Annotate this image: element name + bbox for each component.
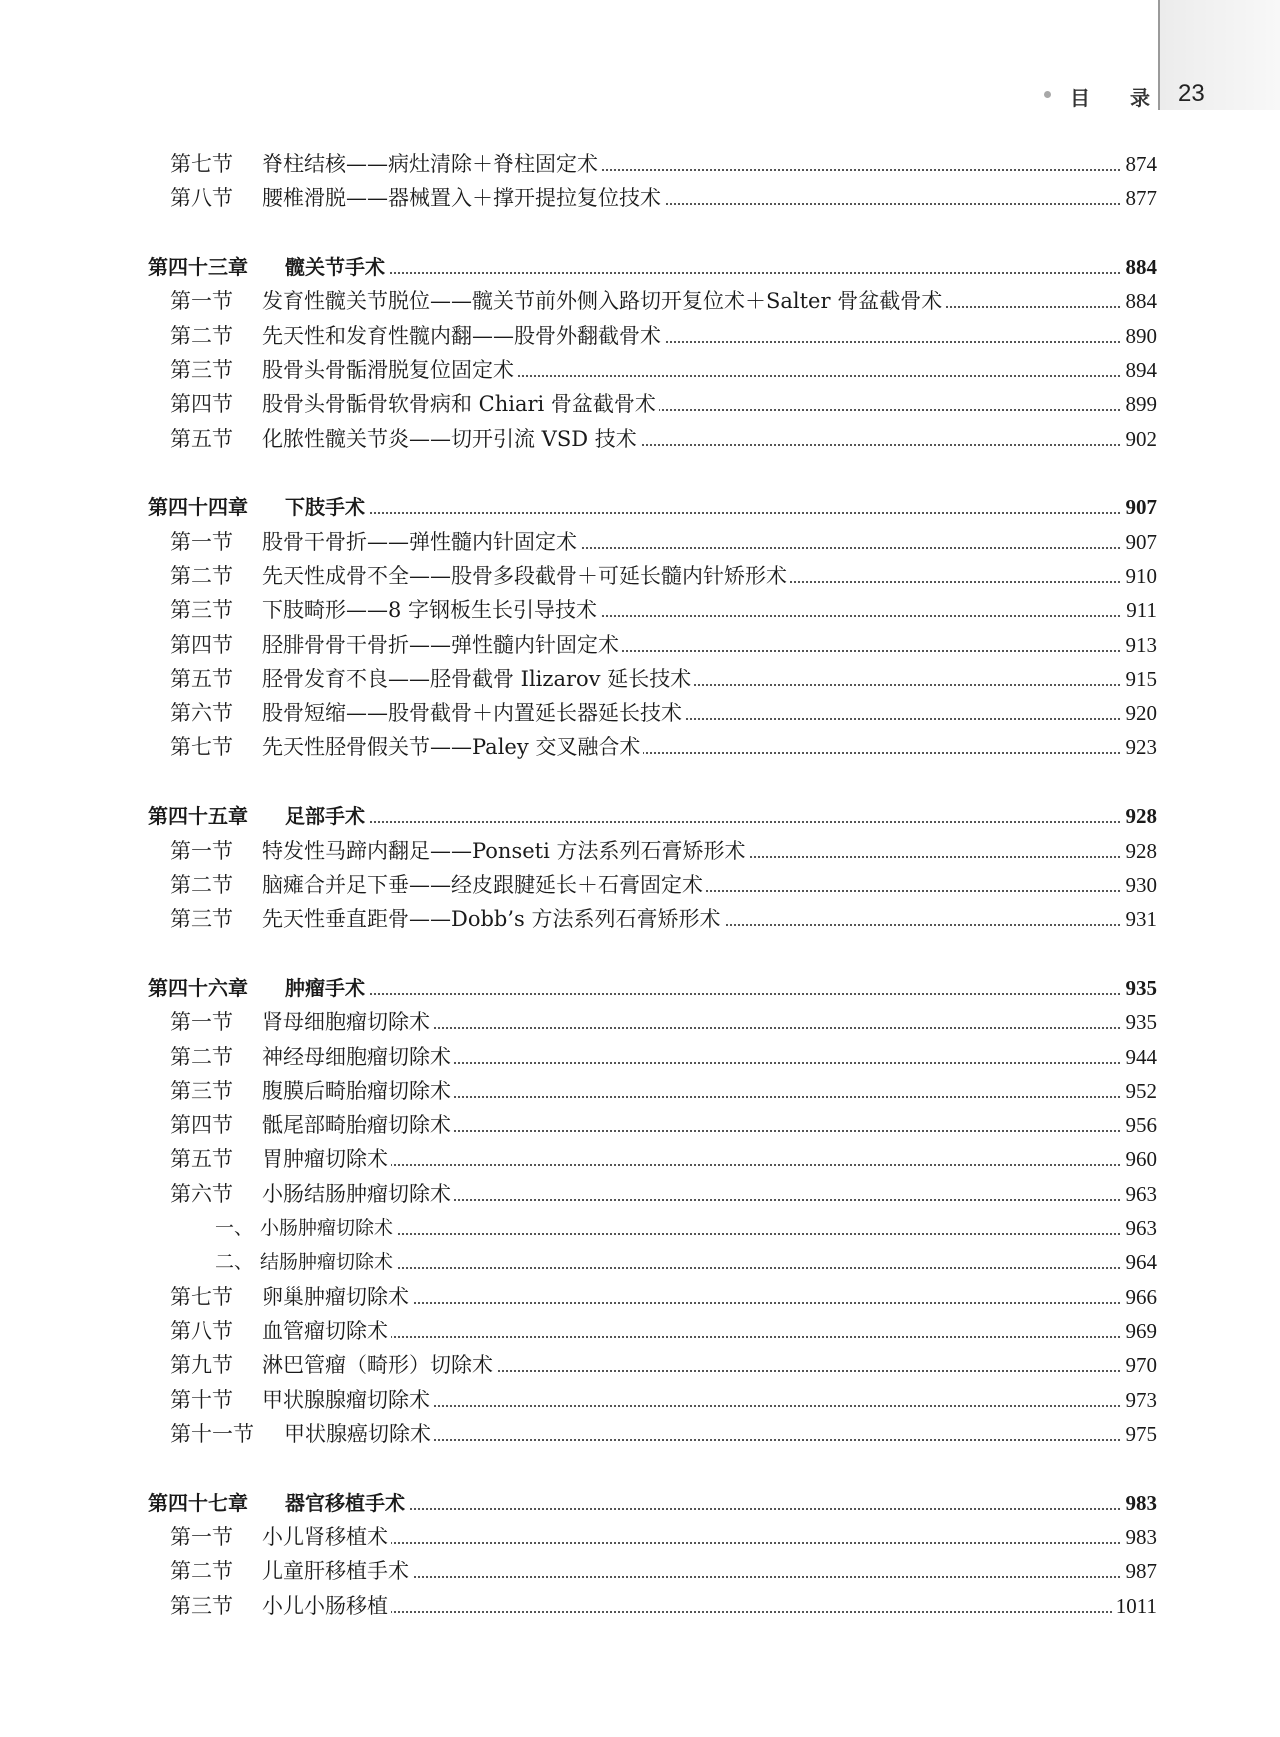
toc-entry-page: 928	[1123, 834, 1158, 868]
toc-entry-label: 第五节	[170, 427, 233, 451]
dot-leader	[290, 1508, 1120, 1510]
toc-entry-title: 胃肿瘤切除术	[262, 1142, 391, 1176]
toc-chapter-row[interactable]	[0, 490, 1280, 524]
toc-section-row[interactable]	[0, 696, 1280, 730]
toc-entry-page: 931	[1123, 902, 1158, 936]
toc-section-row[interactable]	[0, 319, 1280, 353]
toc-entry-label: 第三节	[170, 358, 233, 382]
toc-entry-label: 第四十四章	[148, 495, 248, 519]
toc-entry-label: 二、	[215, 1251, 254, 1273]
toc-entry-label: 第四十三章	[148, 255, 248, 279]
toc-section-row[interactable]	[0, 1177, 1280, 1211]
toc-entry-title: 胫腓骨骨干骨折——弹性髓内针固定术	[262, 628, 622, 662]
toc-entry-label: 第八节	[170, 1319, 233, 1343]
toc-entry-page: 899	[1123, 387, 1158, 421]
toc-entry-label: 第六节	[170, 1182, 233, 1206]
toc-entry-label: 第一节	[170, 289, 233, 313]
toc-entry-page: 944	[1123, 1040, 1158, 1074]
toc-entry-page: 964	[1123, 1245, 1158, 1279]
toc-entry-title: 小儿肾移植术	[262, 1520, 391, 1554]
toc-chapter-row[interactable]	[0, 971, 1280, 1005]
toc-entry-page: 1011	[1113, 1589, 1157, 1623]
toc-entry-title: 小儿小肠移植	[262, 1589, 391, 1623]
toc-entry-title: 足部手术	[285, 799, 368, 833]
toc-entry-title: 腹膜后畸胎瘤切除术	[262, 1074, 454, 1108]
dot-leader	[290, 512, 1120, 514]
toc-entry-page: 952	[1123, 1074, 1158, 1108]
toc-section-row[interactable]	[0, 525, 1280, 559]
toc-entry-label: 第十一节	[170, 1422, 254, 1446]
toc-entry-title: 下肢手术	[285, 490, 368, 524]
toc-entry-title: 儿童肝移植手术	[262, 1554, 412, 1588]
toc-section-row[interactable]	[0, 422, 1280, 456]
dot-leader	[290, 272, 1120, 274]
toc-entry-title: 脊柱结核——病灶清除＋脊柱固定术	[262, 147, 601, 181]
toc-entry-page: 911	[1123, 593, 1157, 627]
toc-entry-label: 第七节	[170, 1285, 233, 1309]
toc-entry-label: 第七节	[170, 152, 233, 176]
toc-section-row[interactable]	[0, 868, 1280, 902]
toc-section-row[interactable]	[0, 1005, 1280, 1039]
toc-entry-label: 第四节	[170, 1113, 233, 1137]
toc-entry-page: 973	[1123, 1383, 1158, 1417]
toc-chapter-row[interactable]	[0, 250, 1280, 284]
toc-section-row[interactable]	[0, 1383, 1280, 1417]
toc-section-row[interactable]	[0, 1142, 1280, 1176]
toc-entry-page: 910	[1123, 559, 1158, 593]
toc-section-row[interactable]	[0, 1554, 1280, 1588]
toc-entry-page: 963	[1123, 1211, 1158, 1245]
toc-entry-title: 化脓性髋关节炎——切开引流 VSD 技术	[262, 422, 640, 456]
toc-entry-label: 第一节	[170, 1525, 233, 1549]
toc-entry-page: 935	[1123, 971, 1158, 1005]
toc-entry-title: 肾母细胞瘤切除术	[262, 1005, 433, 1039]
toc-entry-page: 877	[1123, 181, 1158, 215]
toc-entry-title: 股骨头骨骺骨软骨病和 Chiari 骨盆截骨术	[262, 387, 659, 421]
toc-entry-title: 小肠结肠肿瘤切除术	[262, 1177, 454, 1211]
toc-entry-label: 第十节	[170, 1388, 233, 1412]
toc-entry-label: 第九节	[170, 1353, 233, 1377]
toc-entry-page: 969	[1123, 1314, 1158, 1348]
toc-entry-label: 第四节	[170, 633, 233, 657]
toc-entry-label: 第三节	[170, 1594, 233, 1618]
toc-section-row[interactable]	[0, 353, 1280, 387]
toc-entry-title: 先天性胫骨假关节——Paley 交叉融合术	[262, 730, 643, 764]
toc-entry-page: 894	[1123, 353, 1158, 387]
toc-entry-title: 先天性垂直距骨——Dobb’s 方法系列石膏矫形术	[262, 902, 724, 936]
toc-entry-label: 第二节	[170, 564, 233, 588]
toc-section-row[interactable]	[0, 559, 1280, 593]
toc-entry-title: 甲状腺癌切除术	[284, 1417, 434, 1451]
toc-section-row[interactable]	[0, 1348, 1280, 1382]
toc-entry-title: 股骨短缩——股骨截骨＋内置延长器延长技术	[262, 696, 685, 730]
dot-leader	[290, 821, 1120, 823]
toc-entry-label: 第四十六章	[148, 976, 248, 1000]
toc-entry-page: 970	[1123, 1348, 1158, 1382]
toc-entry-title: 骶尾部畸胎瘤切除术	[262, 1108, 454, 1142]
toc-entry-label: 第五节	[170, 667, 233, 691]
toc-section-row[interactable]	[0, 1108, 1280, 1142]
toc-section-row[interactable]	[0, 1040, 1280, 1074]
toc-section-row[interactable]	[0, 1074, 1280, 1108]
toc-section-row[interactable]	[0, 1417, 1280, 1451]
dot-leader	[290, 993, 1120, 995]
toc-entry-label: 第二节	[170, 1559, 233, 1583]
toc-entry-label: 第二节	[170, 324, 233, 348]
toc-entry-title: 发育性髋关节脱位——髋关节前外侧入路切开复位术＋Salter 骨盆截骨术	[262, 284, 945, 318]
toc-entry-label: 第三节	[170, 907, 233, 931]
toc-entry-title: 淋巴管瘤（畸形）切除术	[262, 1348, 496, 1382]
dot-leader	[270, 1233, 1120, 1235]
toc-section-row[interactable]	[0, 662, 1280, 696]
toc-entry-page: 884	[1123, 250, 1158, 284]
toc-entry-page: 884	[1123, 284, 1158, 318]
toc-chapter-row[interactable]	[0, 1486, 1280, 1520]
dot-leader	[270, 1611, 1120, 1613]
toc-section-row[interactable]	[0, 593, 1280, 627]
toc-entry-page: 966	[1123, 1280, 1158, 1314]
toc-entry-title: 神经母细胞瘤切除术	[262, 1040, 454, 1074]
toc-entry-title: 肿瘤手术	[285, 971, 368, 1005]
toc-entry-title: 下肢畸形——8 字钢板生长引导技术	[262, 593, 600, 627]
toc-entry-label: 第一节	[170, 1010, 233, 1034]
toc-section-row[interactable]	[0, 902, 1280, 936]
header-label-1: 目	[1070, 86, 1090, 110]
toc-entry-page: 902	[1123, 422, 1158, 456]
toc-entry-label: 第一节	[170, 839, 233, 863]
page-number: 23	[1178, 80, 1205, 107]
dot-leader	[270, 1267, 1120, 1269]
toc-entry-title: 特发性马蹄内翻足——Ponseti 方法系列石膏矫形术	[262, 834, 748, 868]
toc-entry-page: 923	[1123, 730, 1158, 764]
toc-section-row[interactable]	[0, 1589, 1280, 1623]
toc-entry-page: 930	[1123, 868, 1158, 902]
toc-entry-label: 第六节	[170, 701, 233, 725]
toc-entry-page: 874	[1123, 147, 1158, 181]
toc-entry-label: 第四十五章	[148, 804, 248, 828]
toc-entry-page: 915	[1123, 662, 1158, 696]
toc-chapter-row[interactable]	[0, 799, 1280, 833]
toc-entry-title: 器官移植手术	[285, 1486, 408, 1520]
toc-entry-label: 一、	[215, 1217, 254, 1239]
toc-entry-page: 890	[1123, 319, 1158, 353]
toc-entry-page: 987	[1123, 1554, 1158, 1588]
toc-entry-label: 第三节	[170, 598, 233, 622]
toc-section-row[interactable]	[0, 628, 1280, 662]
toc-entry-title: 胫骨发育不良——胫骨截骨 Ilizarov 延长技术	[262, 662, 694, 696]
toc-entry-title: 髋关节手术	[285, 250, 388, 284]
toc-entry-page: 975	[1123, 1417, 1158, 1451]
toc-entry-label: 第三节	[170, 1079, 233, 1103]
toc-entry-title: 血管瘤切除术	[262, 1314, 391, 1348]
toc-entry-page: 963	[1123, 1177, 1158, 1211]
dot-leader	[270, 1542, 1120, 1544]
toc-entry-title: 脑瘫合并足下垂——经皮跟腱延长＋石膏固定术	[262, 868, 706, 902]
toc-entry-label: 第五节	[170, 1147, 233, 1171]
toc-subsection-row[interactable]	[0, 1245, 1280, 1279]
toc-section-row[interactable]	[0, 1520, 1280, 1554]
toc-section-row[interactable]	[0, 387, 1280, 421]
toc-section-row[interactable]	[0, 147, 1280, 181]
toc-section-row[interactable]	[0, 284, 1280, 318]
toc-section-row[interactable]	[0, 1280, 1280, 1314]
toc-entry-page: 913	[1123, 628, 1158, 662]
toc-entry-page: 983	[1123, 1486, 1158, 1520]
toc-entry-label: 第二节	[170, 873, 233, 897]
dot-leader	[270, 1336, 1120, 1338]
toc-entry-page: 907	[1123, 490, 1158, 524]
toc-entry-page: 983	[1123, 1520, 1158, 1554]
toc-subsection-row[interactable]	[0, 1211, 1280, 1245]
toc-section-row[interactable]	[0, 181, 1280, 215]
toc-entry-label: 第七节	[170, 735, 233, 759]
toc-entry-page: 928	[1123, 799, 1158, 833]
toc-entry-title: 甲状腺腺瘤切除术	[262, 1383, 433, 1417]
toc-entry-title: 先天性和发育性髋内翻——股骨外翻截骨术	[262, 319, 664, 353]
toc-entry-page: 956	[1123, 1108, 1158, 1142]
toc-entry-label: 第一节	[170, 530, 233, 554]
toc-entry-label: 第八节	[170, 186, 233, 210]
toc-section-row[interactable]	[0, 1314, 1280, 1348]
header-label-2: 录	[1130, 86, 1150, 110]
toc-entry-page: 907	[1123, 525, 1158, 559]
toc-entry-title: 股骨干骨折——弹性髓内针固定术	[262, 525, 580, 559]
toc-section-row[interactable]	[0, 730, 1280, 764]
toc-entry-page: 920	[1123, 696, 1158, 730]
toc-entry-title: 股骨头骨骺滑脱复位固定术	[262, 353, 517, 387]
toc-entry-title: 卵巢肿瘤切除术	[262, 1280, 412, 1314]
toc-entry-label: 第二节	[170, 1045, 233, 1069]
toc-entry-label: 第四节	[170, 392, 233, 416]
dot-leader	[270, 1164, 1120, 1166]
toc-entry-label: 第四十七章	[148, 1491, 248, 1515]
toc-entry-title: 小肠肿瘤切除术	[260, 1211, 396, 1245]
toc-entry-page: 935	[1123, 1005, 1158, 1039]
toc-entry-title: 结肠肿瘤切除术	[260, 1245, 396, 1279]
toc-entry-page: 960	[1123, 1142, 1158, 1176]
toc-entry-title: 先天性成骨不全——股骨多段截骨＋可延长髓内针矫形术	[262, 559, 790, 593]
toc-section-row[interactable]	[0, 834, 1280, 868]
toc-entry-title: 腰椎滑脱——器械置入＋撑开提拉复位技术	[262, 181, 664, 215]
